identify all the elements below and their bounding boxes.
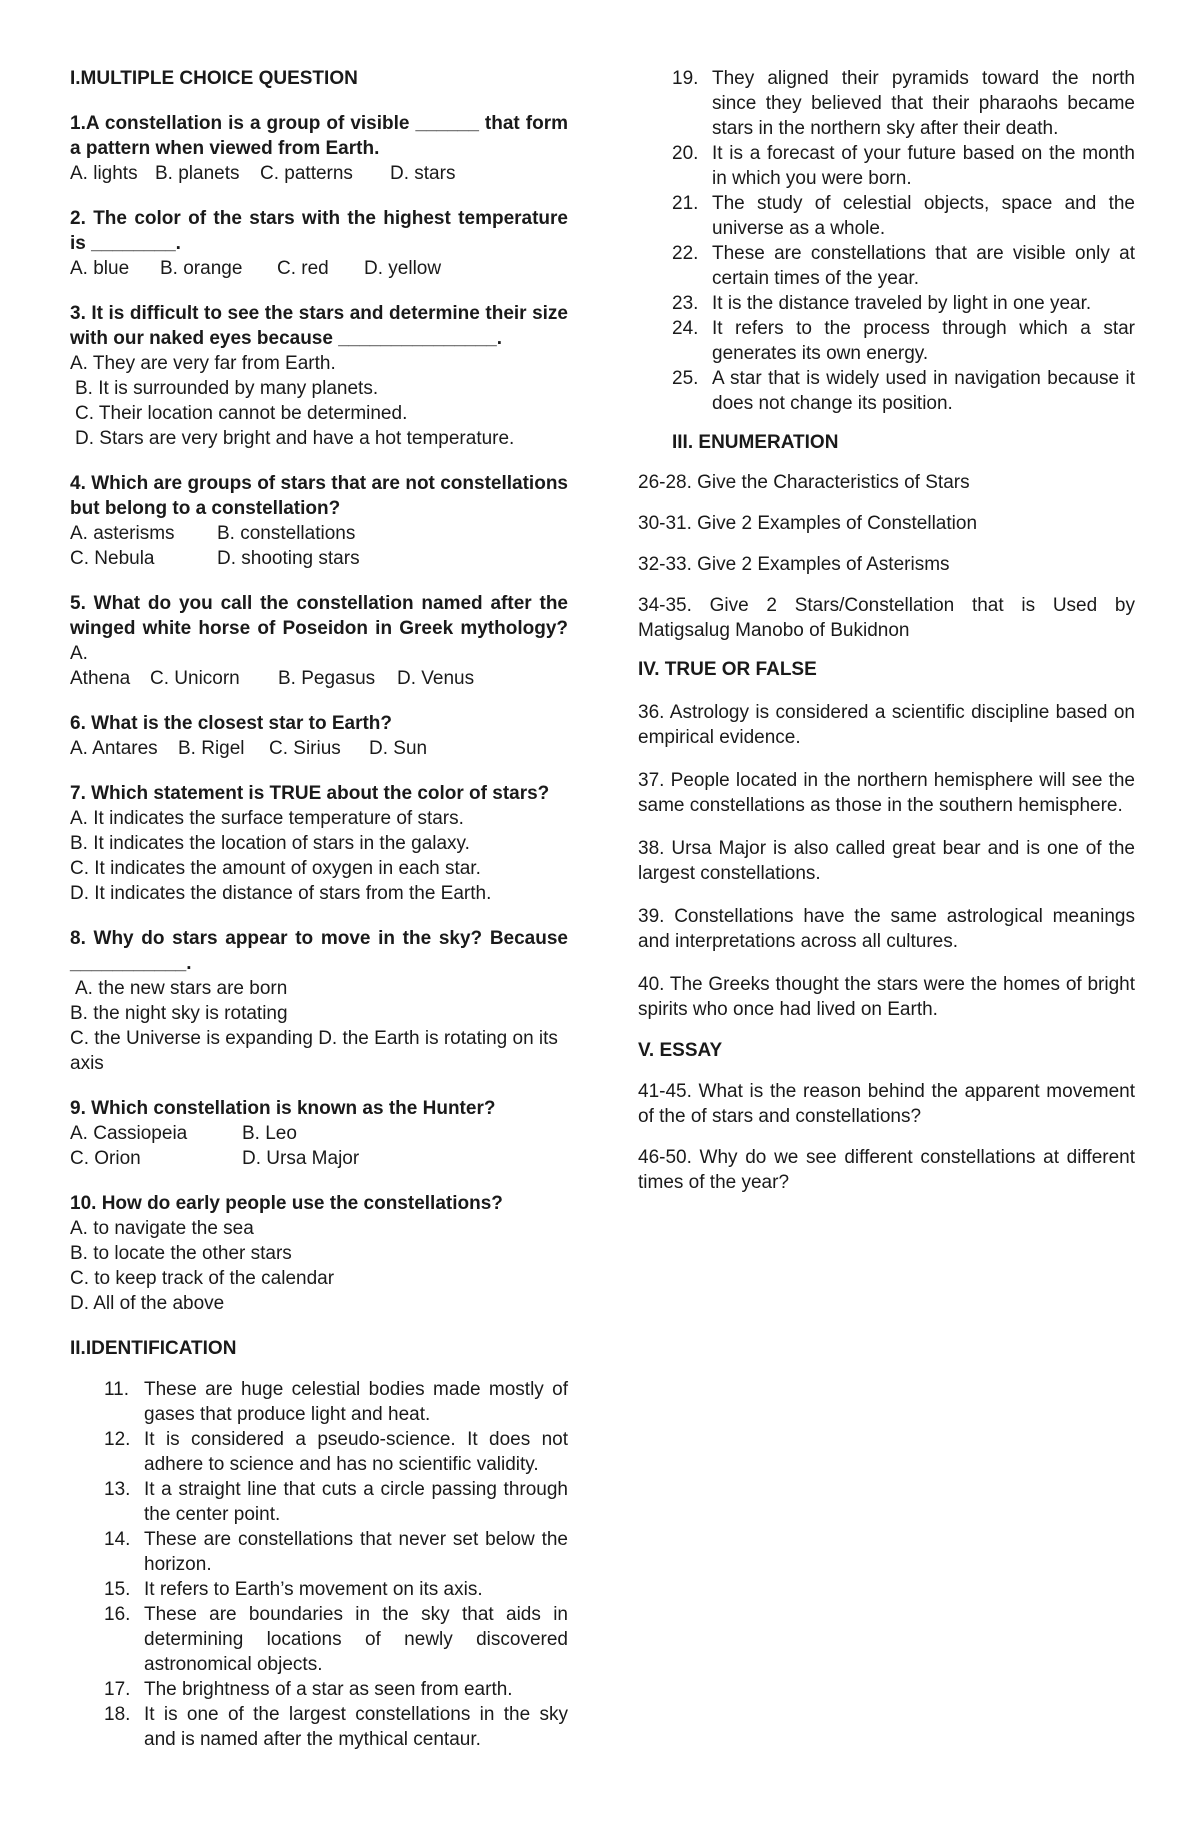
option: B. Rigel: [178, 738, 245, 759]
item-number: 22.: [672, 243, 699, 264]
list-item: [104, 1602, 568, 1677]
options-row: [70, 1146, 568, 1171]
list-item: [672, 241, 1135, 291]
list-item: [104, 1527, 568, 1577]
list-item: [104, 1577, 568, 1602]
enumeration-item: 32-33. Give 2 Examples of Asterisms: [638, 554, 950, 575]
item-number: 17.: [104, 1679, 131, 1700]
question-4: [70, 471, 568, 571]
question-stem: 3. It is difficult to see the stars and determine their size with our naked eyes because _______________.: [70, 303, 568, 349]
option: B. planets: [155, 163, 240, 184]
mcq-heading: I.MULTIPLE CHOICE QUESTION: [70, 68, 358, 89]
question-stem: 10. How do early people use the constellations?: [70, 1193, 503, 1214]
enumeration-item: 30-31. Give 2 Examples of Constellation: [638, 513, 978, 534]
option: B. Pegasus: [278, 668, 376, 689]
option: B. to locate the other stars: [70, 1243, 292, 1264]
item-text: It is considered a pseudo-science. It does not adhere to science and has no scientific validity.: [144, 1429, 568, 1475]
option: B. It indicates the location of stars in the galaxy.: [70, 833, 470, 854]
options-row: [70, 666, 568, 691]
question-stem: 2. The color of the stars with the highest temperature is ________.: [70, 208, 568, 254]
list-item: [672, 66, 1135, 141]
question-6: [70, 711, 568, 761]
options-row: [70, 1121, 568, 1146]
option: D. stars: [390, 163, 456, 184]
item-number: 24.: [672, 318, 699, 339]
list-item: [672, 141, 1135, 191]
essay-item: 46-50. Why do we see different constellations at different times of the year?: [638, 1147, 1135, 1193]
item-number: 12.: [104, 1429, 131, 1450]
question-stem: 6. What is the closest star to Earth?: [70, 713, 393, 734]
true-false-item: 36. Astrology is considered a scientific discipline based on empirical evidence.: [638, 702, 1135, 748]
option: B. It is surrounded by many planets.: [75, 378, 379, 399]
option: D. yellow: [364, 258, 442, 279]
item-text: These are huge celestial bodies made mostly of gases that produce light and heat.: [144, 1379, 568, 1425]
true-false-item: 40. The Greeks thought the stars were the homes of bright spirits who once had lived on Earth.: [638, 974, 1135, 1020]
question-8: [70, 926, 568, 1076]
question-stem: [70, 591, 568, 666]
option: A. It indicates the surface temperature of stars.: [70, 808, 464, 829]
list-item: [104, 1702, 568, 1752]
identification-list: [70, 1377, 568, 1752]
true-false-item: 37. People located in the northern hemisphere will see the same constellations as those in the southern hemisphere.: [638, 770, 1135, 816]
list-item: [104, 1427, 568, 1477]
option: A. blue: [70, 258, 130, 279]
question-1: [70, 111, 568, 186]
list-item: [104, 1477, 568, 1527]
item-number: 20.: [672, 143, 699, 164]
question-stem: 1.A constellation is a group of visible ______ that form a pattern when viewed from Earth.: [70, 113, 568, 159]
item-text: These are constellations that are visible only at certain times of the year.: [712, 243, 1135, 289]
options-row: [70, 546, 568, 571]
true-false-heading: IV. TRUE OR FALSE: [638, 659, 817, 680]
option: B. Leo: [242, 1123, 297, 1144]
option: Athena: [70, 668, 131, 689]
item-number: 18.: [104, 1704, 131, 1725]
option: C. Nebula: [70, 548, 155, 569]
list-item: [104, 1677, 568, 1702]
essay-item: 41-45. What is the reason behind the apparent movement of the of stars and constellations?: [638, 1081, 1135, 1127]
option: A. Cassiopeia: [70, 1123, 188, 1144]
item-text: It is a forecast of your future based on the month in which you were born.: [712, 143, 1135, 189]
option: C. Their location cannot be determined.: [75, 403, 408, 424]
option: D. Ursa Major: [242, 1148, 360, 1169]
option: D. Venus: [397, 668, 475, 689]
option: A. asterisms: [70, 523, 175, 544]
item-text: These are boundaries in the sky that aids in determining locations of newly discovered astronomical objects.: [144, 1604, 568, 1675]
option: A. the new stars are born: [75, 978, 288, 999]
option: B. the night sky is rotating: [70, 1003, 288, 1024]
list-item: [672, 291, 1135, 316]
item-number: 13.: [104, 1479, 131, 1500]
option: A. They are very far from Earth.: [70, 353, 336, 374]
question-9: [70, 1096, 568, 1171]
item-number: 25.: [672, 368, 699, 389]
item-text: The brightness of a star as seen from earth.: [144, 1679, 513, 1700]
option: C. patterns: [260, 163, 353, 184]
option: C. Unicorn: [150, 668, 240, 689]
option: A.: [70, 643, 88, 664]
question-stem-text: 5. What do you call the constellation named after the winged white horse of Poseidon in Greek mythology?: [70, 593, 568, 639]
option: C. the Universe is expanding D. the Earth is rotating on its axis: [70, 1028, 558, 1074]
item-number: 23.: [672, 293, 699, 314]
item-text: It refers to the process through which a star generates its own energy.: [712, 318, 1135, 364]
question-stem: 4. Which are groups of stars that are not constellations but belong to a constellation?: [70, 473, 568, 519]
option: D. shooting stars: [217, 548, 360, 569]
item-text: They aligned their pyramids toward the north since they believed that their pharaohs became stars in the northern sky after their death.: [712, 68, 1135, 139]
options-row: [70, 256, 568, 281]
option: A. lights: [70, 163, 138, 184]
list-item: [672, 316, 1135, 366]
option: C. red: [277, 258, 329, 279]
question-10: [70, 1191, 568, 1316]
option: B. constellations: [217, 523, 356, 544]
question-stem: 7. Which statement is TRUE about the color of stars?: [70, 783, 550, 804]
option: B. orange: [160, 258, 243, 279]
left-column: [70, 66, 568, 1752]
question-5: [70, 591, 568, 691]
identification-list-continued: [638, 66, 1135, 416]
item-number: 11.: [104, 1379, 130, 1400]
option: D. It indicates the distance of stars from the Earth.: [70, 883, 492, 904]
options-row: [70, 161, 568, 186]
options-row: [70, 521, 568, 546]
item-number: 15.: [104, 1579, 131, 1600]
item-text: These are constellations that never set below the horizon.: [144, 1529, 568, 1575]
enumeration-item: 26-28. Give the Characteristics of Stars: [638, 472, 970, 493]
option: C. It indicates the amount of oxygen in each star.: [70, 858, 481, 879]
question-stem: 9. Which constellation is known as the Hunter?: [70, 1098, 496, 1119]
item-text: A star that is widely used in navigation because it does not change its position.: [712, 368, 1135, 414]
right-column: [638, 66, 1135, 1195]
option: C. Sirius: [269, 738, 341, 759]
item-text: It is the distance traveled by light in one year.: [712, 293, 1092, 314]
option: D. All of the above: [70, 1293, 225, 1314]
options-row: [70, 736, 568, 761]
item-number: 21.: [672, 193, 699, 214]
list-item: [104, 1377, 568, 1427]
option: A. Antares: [70, 738, 158, 759]
item-text: It refers to Earth’s movement on its axis.: [144, 1579, 483, 1600]
essay-heading: V. ESSAY: [638, 1040, 723, 1061]
option: D. Sun: [369, 738, 428, 759]
item-number: 19.: [672, 68, 699, 89]
option: C. to keep track of the calendar: [70, 1268, 335, 1289]
question-7: [70, 781, 568, 906]
question-3: [70, 301, 568, 451]
enumeration-heading: III. ENUMERATION: [672, 432, 839, 453]
item-text: It is one of the largest constellations in the sky and is named after the mythical centaur.: [144, 1704, 568, 1750]
question-stem: 8. Why do stars appear to move in the sky? Because ___________.: [70, 928, 568, 974]
option: D. Stars are very bright and have a hot temperature.: [75, 428, 515, 449]
option: C. Orion: [70, 1148, 141, 1169]
item-text: The study of celestial objects, space and the universe as a whole.: [712, 193, 1135, 239]
item-number: 16.: [104, 1604, 131, 1625]
question-2: [70, 206, 568, 281]
true-false-item: 38. Ursa Major is also called great bear and is one of the largest constellations.: [638, 838, 1135, 884]
true-false-item: 39. Constellations have the same astrological meanings and interpretations across all cultures.: [638, 906, 1135, 952]
list-item: [672, 366, 1135, 416]
option: A. to navigate the sea: [70, 1218, 254, 1239]
list-item: [672, 191, 1135, 241]
enumeration-item: 34-35. Give 2 Stars/Constellation that is Used by Matigsalug Manobo of Bukidnon: [638, 595, 1135, 641]
item-number: 14.: [104, 1529, 131, 1550]
item-text: It a straight line that cuts a circle passing through the center point.: [144, 1479, 568, 1525]
identification-heading: II.IDENTIFICATION: [70, 1338, 237, 1359]
